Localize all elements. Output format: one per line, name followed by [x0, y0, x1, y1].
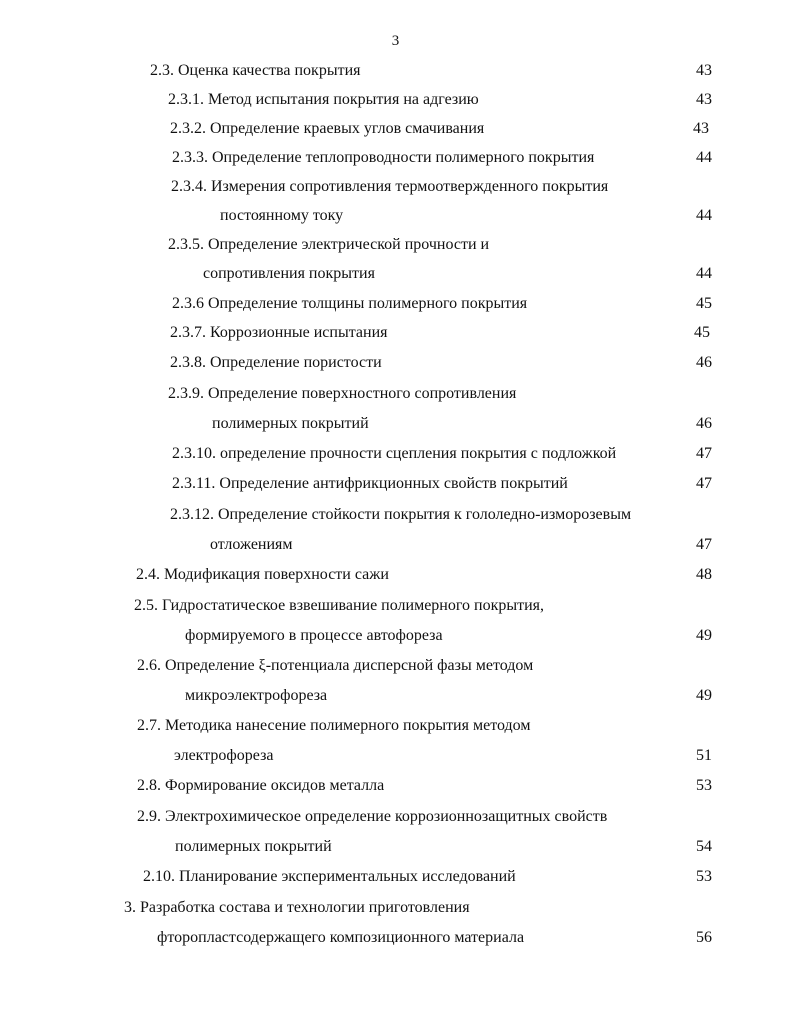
- toc-entry-title: 2.9. Электрохимическое определение коррозионнозащитных свойств: [137, 808, 608, 825]
- toc-entry-title: 2.5. Гидростатическое взвешивание полимерного покрытия,: [134, 597, 545, 614]
- toc-entry-page: 44: [696, 207, 712, 224]
- toc-entry-page: 44: [696, 149, 712, 166]
- toc-entry-title: 2.3.9. Определение поверхностного сопротивления: [168, 385, 517, 402]
- toc-entry-title: 2.3. Оценка качества покрытия: [150, 62, 361, 79]
- toc-entry-title: 2.3.4. Измерения сопротивления термоотвержденного покрытия: [171, 178, 609, 195]
- toc-entry-title: 3. Разработка состава и технологии приготовления: [124, 899, 470, 916]
- toc-entry-page: 53: [696, 777, 712, 794]
- toc-entry-title: 2.8. Формирование оксидов металла: [137, 777, 385, 794]
- toc-entry-title: 2.10. Планирование экспериментальных исследований: [143, 868, 516, 885]
- toc-entry-continuation: полимерных покрытий: [212, 415, 369, 432]
- toc-entry-page: 44: [696, 265, 712, 282]
- toc-entry-title: 2.3.12. Определение стойкости покрытия к гололедно-изморозевым: [170, 506, 632, 523]
- toc-entry-title: 2.3.3. Определение теплопроводности полимерного покрытия: [172, 149, 595, 166]
- toc-entry-page: 53: [696, 868, 712, 885]
- toc-entry-continuation: микроэлектрофореза: [185, 687, 328, 704]
- toc-entry-page: 56: [696, 929, 712, 946]
- toc-entry-title: 2.4. Модификация поверхности сажи: [136, 566, 389, 583]
- toc-entry-page: 48: [696, 566, 712, 583]
- toc-entry-page: 45: [696, 295, 712, 312]
- toc-entry-page: 51: [696, 747, 712, 764]
- toc-entry-page: 45: [694, 324, 710, 341]
- toc-entry-page: 43: [696, 62, 712, 79]
- toc-entry-page: 43: [696, 91, 712, 108]
- toc-entry-title: 2.3.7. Коррозионные испытания: [170, 324, 388, 341]
- toc-entry-title: 2.3.11. Определение антифрикционных свойств покрытий: [172, 475, 568, 492]
- toc-entry-page: 46: [696, 415, 712, 432]
- toc-entry-continuation: полимерных покрытий: [175, 838, 332, 855]
- toc-entry-title: 2.3.1. Метод испытания покрытия на адгезию: [168, 91, 479, 108]
- toc-entry-page: 54: [696, 838, 712, 855]
- toc-entry-title: 2.3.6 Определение толщины полимерного покрытия: [172, 295, 528, 312]
- toc-entry-title: 2.3.10. определение прочности сцепления покрытия с подложкой: [172, 445, 617, 462]
- toc-entry-title: 2.3.5. Определение электрической прочности и: [168, 236, 490, 253]
- toc-entry-continuation: фторопластсодержащего композиционного материала: [157, 929, 525, 946]
- toc-entry-page: 49: [696, 687, 712, 704]
- toc-entry-continuation: электрофореза: [174, 747, 274, 764]
- toc-entry-page: 47: [696, 445, 712, 462]
- toc-entry-page: 47: [696, 475, 712, 492]
- toc-entry-page: 43: [693, 120, 709, 137]
- toc-entry-continuation: формируемого в процессе автофореза: [185, 627, 443, 644]
- page-number: 3: [391, 33, 400, 49]
- toc-entry-title: 2.3.2. Определение краевых углов смачивания: [170, 120, 485, 137]
- toc-entry-continuation: сопротивления покрытия: [203, 265, 375, 282]
- toc-entry-page: 47: [696, 536, 712, 553]
- toc-entry-title: 2.7. Методика нанесение полимерного покрытия методом: [137, 717, 531, 734]
- toc-entry-title: 2.6. Определение ξ-потенциала дисперсной фазы методом: [137, 657, 534, 674]
- toc-entry-page: 46: [696, 354, 712, 371]
- toc-entry-continuation: отложениям: [210, 536, 293, 553]
- toc-entry-continuation: постоянному току: [220, 207, 344, 224]
- toc-entry-page: 49: [696, 627, 712, 644]
- toc-entry-title: 2.3.8. Определение пористости: [170, 354, 382, 371]
